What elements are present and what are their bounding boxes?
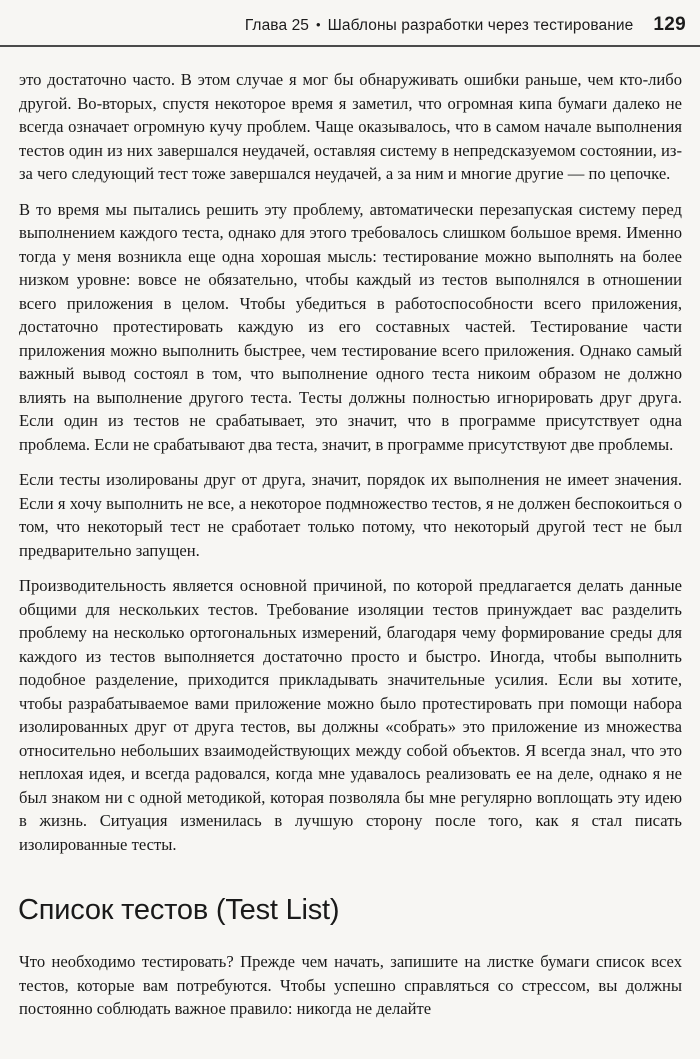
running-header <box>0 14 686 36</box>
paragraph: В то время мы пытались решить эту проблему, автоматически перезапуская систему перед выполнением каждого теста, однако для этого требовалось слишком большое время. Именно тогда у меня возникла еще одна хорошая мысль: тестирование можно выполнять на более низком уровне: вовсе не обязательно, чтобы каждый из тестов выполнялся в отношении всего приложения в целом. Чтобы убедиться в работоспособности всего приложения, достаточно протестировать каждую из его составных частей. Тестирование части приложения можно выполнить быстрее, чем тестирование всего приложения. Однако самый важный вывод состоял в том, что выполнение одного теста никоим образом не должно влиять на выполнение другого теста. Тесты должны полностью игнорировать друг друга. Если один из тестов не срабатывает, это значит, что в программе присутствует одна проблема. Если не срабатывают два теста, значит, в программе присутствуют две проблемы. <box>19 199 682 454</box>
chapter-title: Шаблоны разработки через тестирование <box>327 17 634 34</box>
body-text <box>19 68 682 1033</box>
section-heading: Список тестов (Test List) <box>18 894 340 926</box>
page-number: 129 <box>653 14 686 35</box>
paragraph: Что необходимо тестировать? Прежде чем начать, запишите на листке бумаги список всех тестов, которые вам потребуются. Чтобы успешно справляться со стрессом, вы должны постоянно соблюдать важное правило: никогда не делайте <box>19 952 682 1018</box>
paragraph: Если тесты изолированы друг от друга, значит, порядок их выполнения не имеет значения. Если я хочу выполнить не все, а некоторое подмножество тестов, я не должен беспокоиться о том, что некоторый тест не сработает только потому, что некоторый другой тест не был предварительно запущен. <box>19 470 682 560</box>
bullet-separator: • <box>316 17 321 32</box>
paragraph: Производительность является основной причиной, по которой предлагается делать данные общими для нескольких тестов. Требование изоляции тестов принуждает вас разделить проблему на несколько ортогональных измерений, благодаря чему формирование среды для каждого из тестов выполняется достаточно просто и быстро. Иногда, чтобы выполнить подобное разделение, приходится прикладывать значительные усилия. Если вы хотите, чтобы разрабатываемое вами приложение можно было протестировать при помощи набора изолированных друг от друга тестов, вы должны «собрать» это приложение из множества относительно небольших взаимодействующих между собой объектов. Я всегда знал, что это неплохая идея, и всегда радовался, когда мне удавалось реализовать ее на деле, однако я не был знаком ни с одной методикой, которая позволяла бы мне регулярно воплощать эту идею в жизнь. Ситуация изменилась в лучшую сторону после того, как я стал писать изолированные тесты. <box>19 576 682 854</box>
chapter-label: Глава 25 <box>244 17 310 34</box>
paragraph: это достаточно часто. В этом случае я мог бы обнаруживать ошибки раньше, чем кто-либо другой. Во-вторых, спустя некоторое время я заметил, что огромная кипа бумаги далеко не всегда означает огромную кучу проблем. Чаще оказывалось, что в самом начале выполнения тестов один из них завершался неудачей, оставляя систему в непредсказуемом состоянии, из-за чего следующий тест тоже завершался неудачей, а за ним и многие другие — по цепочке. <box>19 70 682 183</box>
header-rule <box>0 45 700 47</box>
